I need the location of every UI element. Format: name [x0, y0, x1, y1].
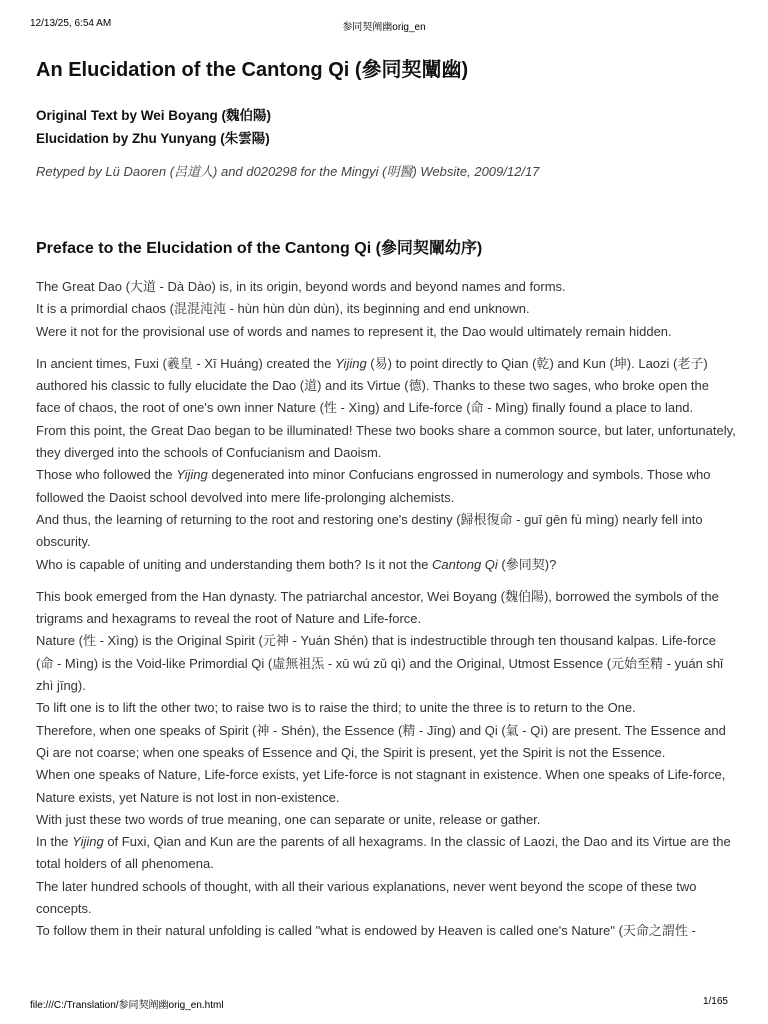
print-header: [30, 18, 738, 32]
paragraph-line: With just these two words of true meaning, one can separate or unite, release or gather.: [36, 811, 541, 827]
credit-original-text: Original Text by Wei Boyang (魏伯陽): [36, 108, 272, 123]
print-page-number: 1/165: [702, 996, 728, 1007]
paragraph-line: The Great Dao (大道 - Dà Dào) is, in its origin, beyond words and beyond names and forms.: [36, 279, 566, 294]
paragraph-group: [36, 586, 736, 943]
print-timestamp: 12/13/25, 6:54 AM: [30, 18, 112, 29]
paragraph-line: It is a primordial chaos (混混沌沌 - hùn hùn dùn dùn), its beginning and end unknown.: [36, 301, 530, 317]
document-body: [36, 52, 736, 982]
paragraph-line: Those who followed the Yijing degenerated into minor Confucians engrossed in numerology and symbols. Those who followed the Daoist school devolved into mere life-prolonging alchemists.: [36, 467, 711, 505]
print-page-title: 参同契阐幽orig_en: [342, 22, 426, 33]
paragraph-line: To follow them in their natural unfolding is called "what is endowed by Heaven is called one's Nature" (天命之謂性 -: [36, 923, 696, 939]
paragraph-group: [36, 353, 736, 576]
paragraph-line: This book emerged from the Han dynasty. The patriarchal ancestor, Wei Boyang (魏伯陽), borrowed the symbols of the trigrams and hexagrams to reveal the root of Nature and Life-force.: [36, 588, 719, 627]
paragraph-group: [36, 276, 736, 343]
print-file-path: file:///C:/Translation/参同契阐幽orig_en.html: [30, 1000, 224, 1011]
paragraph-line: To lift one is to lift the other two; to raise two is to raise the third; to unite the three is to return to the One.: [36, 700, 636, 716]
credits-block: [36, 104, 736, 150]
paragraph-line: Therefore, when one speaks of Spirit (神 - Shén), the Essence (精 - Jīng) and Qi (氣 - Qì) are present. The Essence and Qi are not coarse; when one speaks of Essence and Qi, the Spirit is present, yet the Spirit is not the Essence.: [36, 722, 726, 760]
paragraph-line: The later hundred schools of thought, with all their various explanations, never went beyond the scope of these two concepts.: [36, 878, 697, 917]
paragraph-line: From this point, the Great Dao began to be illuminated! These two books share a common source, but later, unfortunately, they diverged into the schools of Confucianism and Daoism.: [36, 422, 736, 461]
paragraph-line: In the Yijing of Fuxi, Qian and Kun are the parents of all hexagrams. In the classic of Laozi, the Dao and its Virtue are the total holders of all phenomena.: [36, 834, 731, 872]
retyped-note: Retyped by Lü Daoren (呂道人) and d020298 for the Mingyi (明醫) Website, 2009/12/17: [36, 164, 540, 179]
paragraph-line: Nature (性 - Xìng) is the Original Spirit (元神 - Yuán Shén) that is indestructible through ten thousand kalpas. Life-force (命 - Mìng) is the Void-like Primordial Qi (虛無祖炁 - xū wú zǔ qì) and the Original, Utmost Essence (元始至精 - yuán shǐ zhì jīng).: [36, 633, 724, 694]
credit-elucidation: Elucidation by Zhu Yunyang (朱雲陽): [36, 131, 270, 146]
paragraph-line: When one speaks of Nature, Life-force exists, yet Life-force is not stagnant in existence. When one speaks of Life-force, Nature exists, yet Nature is not lost in non-existence.: [36, 767, 726, 805]
paragraph-line: Who is capable of uniting and understanding them both? Is it not the Cantong Qi (參同契)?: [36, 556, 557, 572]
paragraphs-container: [36, 276, 736, 943]
document-title: An Elucidation of the Cantong Qi (參同契闡幽): [36, 59, 469, 81]
paragraph-line: And thus, the learning of returning to the root and restoring one's destiny (歸根復命 - guī gēn fù mìng) nearly fell into obscurity.: [36, 511, 703, 550]
paragraph-line: Were it not for the provisional use of words and names to represent it, the Dao would ultimately remain hidden.: [36, 323, 672, 339]
section-title: Preface to the Elucidation of the Cantong Qi (參同契闡幼序): [36, 240, 483, 257]
print-footer: [30, 996, 738, 1010]
paragraph-line: In ancient times, Fuxi (羲皇 - Xī Huáng) created the Yijing (易) to point directly to Qian (乾) and Kun (坤). Laozi (老子) authored his classic to fully elucidate the Dao (道) and its Virtue (德). Thanks to these two sages, who broke open the face of chaos, the root of one's own inner Nature (性 - Xìng) and Life-force (命 - Mìng) finally found a place to land.: [36, 355, 709, 416]
